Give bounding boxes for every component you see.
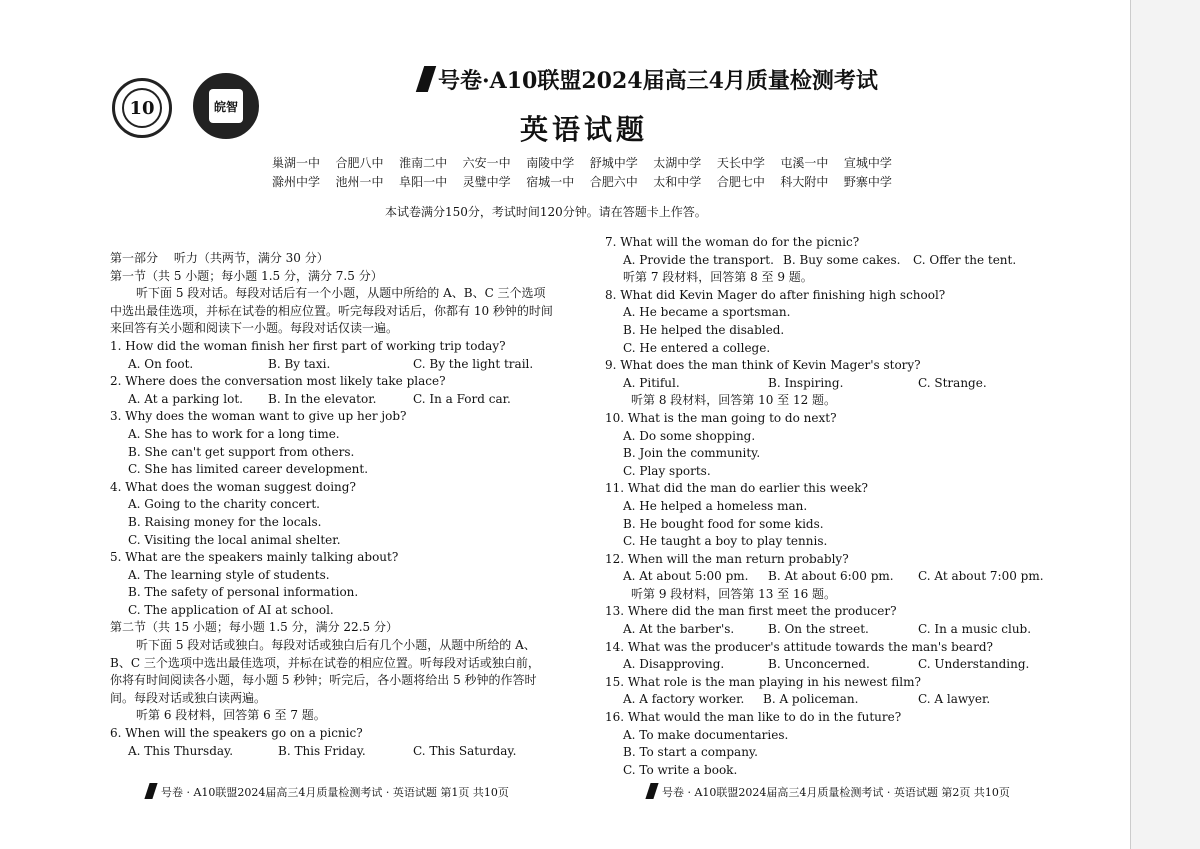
option-c: C. By the light trail. — [413, 356, 534, 371]
option-b: B. He bought food for some kids. — [623, 516, 824, 531]
alliance-seal-logo: 10 — [112, 78, 172, 138]
brand-mark-icon — [144, 783, 157, 799]
option-a: A. Disapproving. — [623, 657, 725, 672]
right-column — [605, 234, 1045, 779]
question-stem: 2. Where does the conversation most likely take place? — [110, 374, 446, 389]
question-stem: 11. What did the man do earlier this week? — [605, 481, 868, 496]
school-name: 滁州中学 — [272, 175, 321, 189]
question-stem: 6. When will the speakers go on a picnic? — [110, 726, 363, 741]
option-b: B. Join the community. — [623, 446, 761, 461]
question-stem: 13. Where did the man first meet the producer? — [605, 604, 897, 619]
option-a: A. He helped a homeless man. — [623, 498, 808, 513]
school-name: 淮南二中 — [399, 156, 448, 170]
option-b: B. She can't get support from others. — [128, 444, 355, 459]
brand-mark-icon — [645, 783, 658, 799]
option-c: C. The application of AI at school. — [128, 602, 334, 617]
option-a: A. Do some shopping. — [623, 428, 756, 443]
viewer-margin — [1130, 0, 1200, 849]
school-name: 巢湖一中 — [272, 156, 321, 170]
option-c: C. To write a book. — [623, 762, 738, 777]
instruction-line: 听下面 5 段对话。每段对话后有一个小题，从题中所给的 A、B、C 三个选项 — [136, 286, 546, 301]
instruction-line: 中选出最佳选项，并标在试卷的相应位置。听完每段对话后，你都有 10 秒钟的时间 — [110, 303, 553, 318]
option-b: B. By taxi. — [268, 356, 331, 371]
option-a: A. To make documentaries. — [623, 727, 789, 742]
left-column — [110, 250, 580, 760]
option-c: C. Offer the tent. — [913, 252, 1017, 267]
question-stem: 7. What will the woman do for the picnic? — [605, 235, 860, 249]
material-heading: 听第 8 段材料，回答第 10 至 12 题。 — [631, 393, 837, 408]
page-footer-left: 号卷 · A10联盟2024届高三4月质量检测考试 · 英语试题 第1页 共10页 — [147, 783, 509, 800]
option-b: B. On the street. — [768, 622, 869, 637]
brand-mark-icon — [416, 66, 436, 92]
option-b: B. At about 6:00 pm. — [768, 569, 894, 584]
option-c: C. Strange. — [918, 375, 987, 390]
page-footer-right: 号卷 · A10联盟2024届高三4月质量检测考试 · 英语试题 第2页 共10页 — [648, 783, 1010, 800]
section-title: 第二节（共 15 小题；每小题 1.5 分，满分 22.5 分） — [110, 620, 398, 635]
school-name: 南陵中学 — [526, 156, 575, 170]
option-b: B. This Friday. — [278, 743, 366, 758]
question-stem: 15. What role is the man playing in his newest film? — [605, 674, 921, 689]
question-stem: 10. What is the man going to do next? — [605, 410, 837, 425]
option-b: B. He helped the disabled. — [623, 322, 785, 337]
part-title: 第一部分 听力（共两节，满分 30 分） — [110, 251, 329, 265]
instruction-line: 听下面 5 段对话或独白。每段对话或独白后有几个小题，从题中所给的 A、 — [136, 638, 536, 653]
exam-title: 号卷·A10联盟2024届高三4月质量检测考试 — [420, 64, 840, 95]
option-a: A. He became a sportsman. — [623, 305, 791, 320]
question-options — [605, 568, 1045, 586]
question-options — [110, 391, 580, 409]
option-c: C. This Saturday. — [413, 743, 517, 758]
question-stem: 14. What was the producer's attitude towards the man's beard? — [605, 639, 993, 654]
material-heading: 听第 7 段材料，回答第 8 至 9 题。 — [623, 270, 813, 285]
option-b: B. To start a company. — [623, 745, 758, 760]
option-b: B. Raising money for the locals. — [128, 514, 322, 529]
option-a: A. At the barber's. — [623, 622, 735, 637]
school-name: 合肥六中 — [589, 175, 638, 189]
option-c: C. At about 7:00 pm. — [918, 569, 1044, 584]
question-stem: 3. Why does the woman want to give up her job? — [110, 409, 407, 424]
school-name: 阜阳一中 — [399, 175, 448, 189]
option-c: C. She has limited career development. — [128, 462, 369, 477]
option-a: A. The learning style of students. — [128, 567, 330, 582]
section-title: 第一节（共 5 小题；每小题 1.5 分，满分 7.5 分） — [110, 268, 383, 283]
material-heading: 听第 9 段材料，回答第 13 至 16 题。 — [631, 586, 837, 601]
option-b: B. Buy some cakes. — [783, 252, 901, 267]
school-name: 灵璧中学 — [462, 175, 511, 189]
option-a: A. She has to work for a long time. — [128, 426, 340, 441]
instruction-line: 间。每段对话或独白读两遍。 — [110, 690, 267, 705]
option-c: C. A lawyer. — [918, 692, 991, 707]
option-c: C. In a Ford car. — [413, 391, 511, 406]
question-options — [605, 691, 1045, 709]
option-c: C. He taught a boy to play tennis. — [623, 534, 828, 549]
option-b: B. The safety of personal information. — [128, 585, 359, 600]
option-c: C. Play sports. — [623, 463, 711, 478]
education-seal-logo: 皖智 — [193, 73, 259, 139]
option-c: C. He entered a college. — [623, 340, 771, 355]
option-a: A. This Thursday. — [128, 743, 234, 758]
option-a: A. At about 5:00 pm. — [623, 569, 749, 584]
schools-row-2 — [272, 173, 892, 190]
question-options — [110, 356, 580, 374]
instruction-line: 你将有时间阅读各小题，每小题 5 秒钟；听完后，各小题将给出 5 秒钟的作答时 — [110, 673, 537, 688]
exam-notice: 本试卷满分150分，考试时间120分钟。请在答题卡上作答。 — [385, 205, 707, 219]
question-stem: 8. What did Kevin Mager do after finishing high school? — [605, 287, 946, 302]
option-a: A. A factory worker. — [623, 692, 745, 707]
option-b: B. Inspiring. — [768, 375, 844, 390]
material-heading: 听第 6 段材料，回答第 6 至 7 题。 — [136, 708, 326, 723]
school-name: 太和中学 — [653, 175, 702, 189]
option-b: B. Unconcerned. — [768, 657, 870, 672]
option-a: A. At a parking lot. — [128, 391, 243, 406]
option-a: A. Provide the transport. — [623, 252, 774, 267]
question-options — [605, 621, 1045, 639]
school-name: 天长中学 — [716, 156, 765, 170]
question-options — [605, 252, 1045, 270]
school-name: 六安一中 — [462, 156, 511, 170]
school-name: 野寨中学 — [843, 175, 892, 189]
question-stem: 4. What does the woman suggest doing? — [110, 479, 356, 494]
option-c: C. In a music club. — [918, 622, 1032, 637]
school-name: 科大附中 — [780, 175, 829, 189]
school-name: 屯溪一中 — [780, 156, 829, 170]
question-options — [110, 743, 580, 761]
school-name: 合肥八中 — [335, 156, 384, 170]
schools-row-1 — [272, 154, 892, 171]
instruction-line: B、C 三个选项中选出最佳选项，并标在试卷的相应位置。听每段对话或独白前， — [110, 655, 540, 670]
school-name: 太湖中学 — [653, 156, 702, 170]
option-a: A. On foot. — [128, 356, 194, 371]
question-stem: 5. What are the speakers mainly talking about? — [110, 550, 399, 565]
school-name: 合肥七中 — [716, 175, 765, 189]
option-c: C. Understanding. — [918, 657, 1030, 672]
school-name: 舒城中学 — [589, 156, 638, 170]
question-options — [605, 375, 1045, 393]
school-name: 宿城一中 — [526, 175, 575, 189]
question-stem: 1. How did the woman finish her first part of working trip today? — [110, 338, 506, 353]
subject-title: 英语试题 — [520, 113, 649, 146]
school-name: 池州一中 — [335, 175, 384, 189]
option-a: A. Pitiful. — [623, 375, 680, 390]
option-b: B. A policeman. — [763, 692, 859, 707]
option-a: A. Going to the charity concert. — [128, 497, 320, 512]
question-options — [605, 656, 1045, 674]
option-b: B. In the elevator. — [268, 391, 377, 406]
question-stem: 9. What does the man think of Kevin Mager's story? — [605, 358, 921, 373]
instruction-line: 来回答有关小题和阅读下一小题。每段对话仅读一遍。 — [110, 321, 399, 336]
question-stem: 12. When will the man return probably? — [605, 551, 849, 566]
option-c: C. Visiting the local animal shelter. — [128, 532, 341, 547]
question-stem: 16. What would the man like to do in the future? — [605, 710, 902, 725]
school-name: 宣城中学 — [843, 156, 892, 170]
